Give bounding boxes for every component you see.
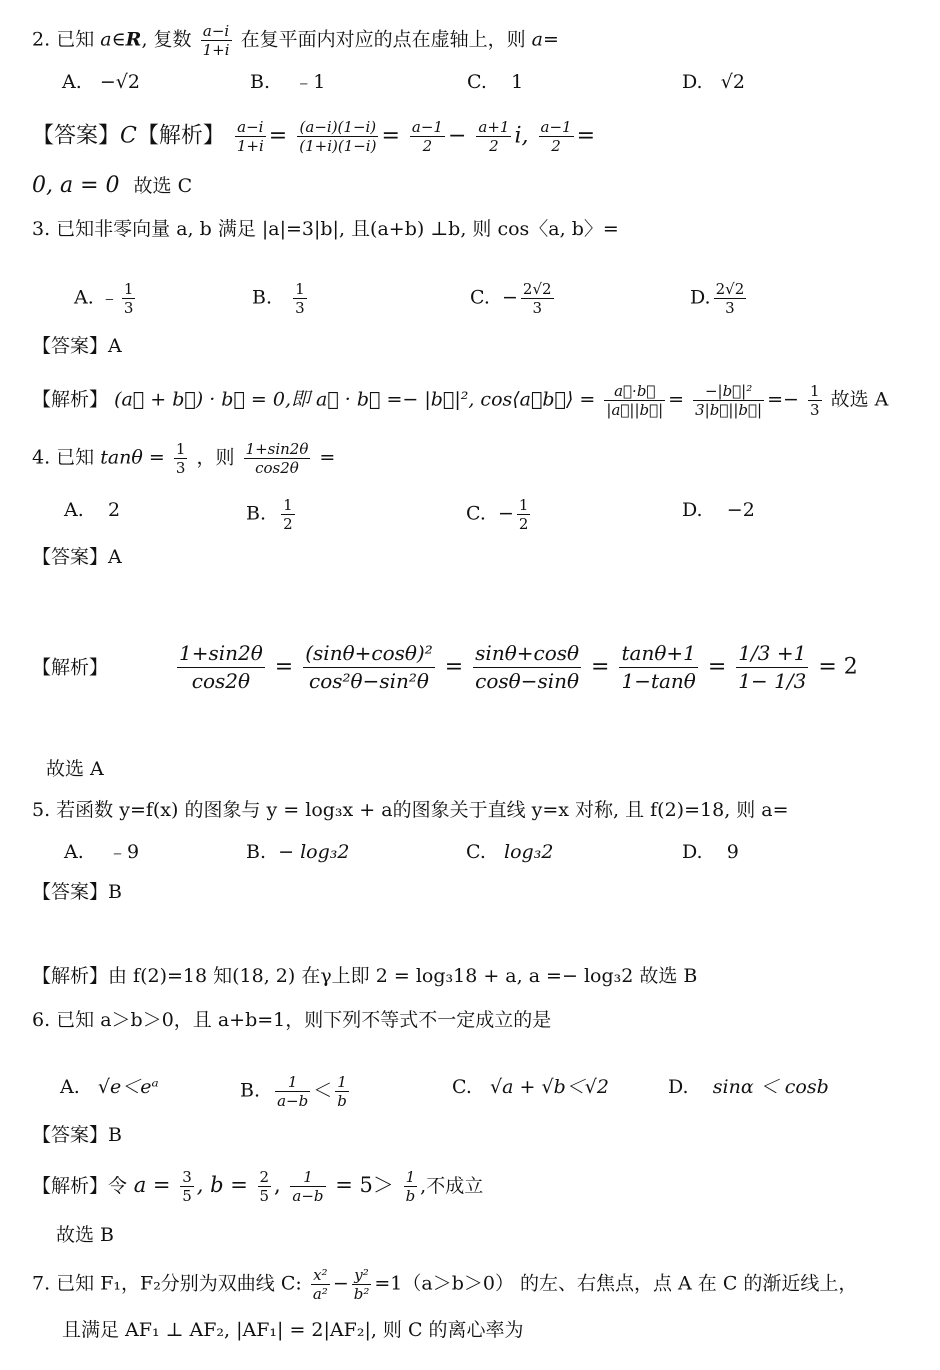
q3-opt-b-label: B.: [252, 286, 273, 309]
q7-f1-num: x²: [311, 1266, 330, 1285]
q4-stem-frac-den: 3: [175, 459, 186, 477]
q4-opt-b-frac: [281, 496, 295, 533]
q3-option-c: [470, 280, 557, 317]
q6-opt-b-lt: ＜: [313, 1079, 333, 1102]
q6-option-b: [240, 1073, 352, 1110]
q7-frac-1: [311, 1266, 330, 1303]
q6-an-f4-num: 1: [404, 1168, 418, 1187]
q2-eq-f3-den: 2: [422, 137, 433, 155]
q2-conclusion: 故选 C: [133, 175, 193, 197]
q7-stem-b: =1（a＞b＞0） 的左、右焦点，点 A 在 C 的渐近线上，: [374, 1272, 858, 1295]
q4-eq-frac-3: [473, 640, 581, 695]
q4-stem-frac-2: [244, 440, 311, 477]
q7-minus: −: [332, 1272, 349, 1295]
q4-e2-den: cos²θ−sin²θ: [309, 669, 429, 693]
q3-opt-a-frac: [122, 280, 136, 317]
q5-answer-line: 【答案】B: [32, 881, 122, 903]
q3-f3-num: 1: [809, 382, 820, 400]
q4-eq-result: = 2: [818, 654, 858, 680]
q3-f3-den: 3: [809, 401, 820, 419]
q4-e1-num: 1+sin2θ: [177, 640, 265, 668]
q4-option-c: [466, 496, 533, 533]
q4-e5-num: 1/3 +1: [736, 640, 808, 668]
q4-opt-a-text: 2: [107, 499, 121, 521]
q3-opt-a-num: 1: [123, 280, 134, 298]
q4-opt-c-den: 2: [518, 515, 529, 533]
q4-option-b: [246, 496, 298, 533]
q6-an-f4-den: b: [405, 1187, 416, 1205]
q4-e2-num: (sinθ+cosθ)²: [303, 640, 435, 668]
q2-opt-b-text: ﹣1: [294, 71, 326, 93]
q3-f2-den: 3|b⃗||b⃗|: [695, 401, 763, 419]
q6-an-f3-den: a−b: [292, 1187, 324, 1205]
q6-an-frac-2: [258, 1168, 272, 1205]
q4-analysis-tag: 【解析】: [32, 656, 109, 679]
q4-eq-frac-1: [177, 640, 265, 695]
q4-e3-den: cosθ−sinθ: [475, 669, 580, 693]
q4-opt-c-num: 1: [518, 496, 529, 514]
q2-opt-b-label: B.: [250, 71, 271, 93]
q2-eq-f2-den: (1+i)(1−i): [299, 137, 377, 155]
q3-analysis-text: (a⃗ + b⃗) · b⃗ = 0,即 a⃗ · b⃗ =− |b⃗|², cos⟨a⃗b⃗⟩ =: [114, 388, 596, 411]
q2-eq-frac-4: [476, 118, 511, 155]
q4-conclusion: 故选 A: [46, 758, 104, 780]
q6-answer-line: 【答案】B: [32, 1124, 122, 1146]
q4-stem-frac-num: 1: [175, 440, 186, 458]
q6-option-d: [668, 1073, 829, 1101]
q2-eq-tail: 0, a = 0: [32, 173, 120, 198]
q6-an-f1-num: 3: [182, 1168, 192, 1186]
q4-stem-f-den: cos2θ: [255, 459, 299, 477]
q5-opt-d-label: D.: [682, 841, 703, 863]
q2-opt-a-label: A.: [62, 71, 82, 93]
q6-an-b: , b =: [196, 1173, 248, 1197]
q4-option-d: [682, 496, 755, 524]
q2-stem-d: 在复平面内对应的点在虚轴上，则: [240, 28, 526, 51]
q2-answer-tag: 【答案】: [32, 123, 121, 149]
q4-e3-num: sinθ+cosθ: [473, 640, 581, 668]
q3-option-d: [690, 280, 749, 317]
q2-option-a: [62, 68, 140, 96]
q4-opt-d-text: −2: [726, 499, 755, 521]
q6-stem: 6. 已知 a＞b＞0，且 a+b=1，则下列不等式不一定成立的是: [32, 1009, 552, 1031]
q2-answer-line: 【答案】C【解析】 $\frac{a-i}{1+i}$ = $\frac{(a-i)(1-i)}{(1+i)(1-i)}$ = $\frac{a-1}{2}$ − $\frac{a+1}{2}$ i, $\frac{a-1}{2}$ =: [32, 118, 595, 155]
q3-frac-2: [693, 382, 764, 419]
q2-answer-tail: [32, 172, 192, 200]
q3-frac-1: [604, 382, 665, 419]
q7-stem-a: 7. 已知 F₁，F₂分别为双曲线 C:: [32, 1272, 302, 1295]
q5-option-b: [246, 838, 349, 866]
q6-an-f2-num: 2: [259, 1168, 270, 1186]
q6-an-frac-1: [180, 1168, 194, 1205]
q6-an-c: ,: [274, 1173, 281, 1197]
q5-opt-c-text: log₃2: [504, 841, 554, 863]
q3-opt-c-label: C.: [470, 286, 490, 309]
q6-opt-b-num2: 1: [335, 1073, 349, 1092]
q2-eq-frac-5: [539, 118, 574, 155]
q7-f2-num: y²: [352, 1266, 372, 1285]
q2-stem-b: a∈: [100, 28, 126, 51]
q4-stem-c: =: [319, 446, 336, 469]
q3-opt-d-den: 3: [725, 299, 735, 317]
q2-eq-frac-1: [235, 118, 266, 155]
q2-stem-a: 已知: [56, 28, 95, 51]
q2-eq-f5-den: 2: [551, 137, 561, 155]
q6-an-d: = 5＞: [335, 1173, 394, 1197]
q2-eq-f4-den: 2: [489, 137, 499, 155]
q3-f1-den: |a⃗||b⃗|: [606, 401, 664, 419]
q4-e4-den: 1−tanθ: [621, 669, 696, 693]
q2-stem-c: , 复数: [141, 28, 192, 51]
q6-opt-c-text: √a + √b＜√2: [490, 1076, 609, 1098]
q5-option-a: [64, 838, 139, 866]
q3-option-b: [252, 280, 310, 317]
q6-opt-b-den1: a−b: [277, 1092, 309, 1110]
q3-opt-a-label: A.: [74, 286, 94, 309]
q4-analysis: 【解析】 $\frac{1+\sin 2\theta}{\cos 2\theta}$ = $\frac{\text{(sinθ+cosθ)²}}{\text{cos²θ−sin²θ}}$ = $\frac{\sin\theta+\cos\theta}{\cos\theta-\sin\theta}$ = $\frac{\tan\theta+1}{1-\tan\theta}$ = $\frac{1/3 +1}{1- 1/3}$ = 2: [32, 641, 858, 693]
q2-option-b: [250, 68, 325, 96]
q2-opt-c-label: C.: [467, 71, 487, 93]
q7-stem: [32, 1266, 857, 1303]
q3-opt-c-den: 3: [532, 299, 543, 317]
q3-conclusion: 故选 A: [830, 388, 889, 411]
q4-stem-tan: tanθ =: [100, 446, 165, 469]
q3-opt-a-den: 3: [123, 299, 134, 317]
q6-opt-b-den2: b: [337, 1092, 347, 1110]
q2-eq-f4-num: a+1: [478, 118, 510, 136]
q6-opt-c-label: C.: [452, 1076, 472, 1098]
q2-eq-frac-3: [410, 118, 445, 155]
q3-opt-c-frac: [521, 280, 554, 317]
q6-opt-b-num1: 1: [275, 1073, 310, 1092]
q5-opt-a-text: ﹣9: [107, 841, 140, 863]
q3-opt-b-frac: [293, 280, 307, 317]
q2-frac-den: 1+i: [202, 41, 230, 59]
q6-opt-d-text: sinα ＜ cosb: [712, 1076, 829, 1098]
q3-opt-d-frac: [714, 280, 747, 317]
q6-opt-a-text: √e＜eᵃ: [97, 1076, 159, 1098]
q4-stem-a: 4. 已知: [32, 446, 95, 469]
q6-analysis-tag: 【解析】令: [32, 1175, 128, 1197]
q6-opt-b-frac-2: [335, 1073, 349, 1110]
q2-answer-value: C: [120, 123, 137, 149]
q5-option-c: [466, 838, 553, 866]
q7-f1-den: a²: [312, 1285, 328, 1303]
q4-e1-den: cos2θ: [191, 669, 251, 693]
q3-opt-d-num: 2√2: [715, 280, 745, 298]
q4-eq-frac-4: [619, 640, 697, 695]
q3-stem: 3. 已知非零向量 a, b 满足 |a|=3|b|, 且(a+b) ⊥b, 则 cos〈a, b〉=: [32, 218, 619, 240]
q2-frac-num: a−i: [201, 22, 232, 41]
q3-opt-c-sign: −: [502, 286, 518, 309]
q7-frac-2: [352, 1266, 372, 1303]
q2-opt-d-label: D.: [682, 71, 703, 93]
q6-option-c: [452, 1073, 609, 1101]
q3-opt-b-num: 1: [295, 280, 305, 298]
q4-eq-frac-2: [303, 640, 435, 695]
q6-an-f2-den: 5: [259, 1187, 270, 1205]
q5-opt-b-text: − log₃2: [278, 841, 350, 863]
q6-conclusion: 故选 B: [56, 1224, 115, 1246]
q2-analysis-tag: 【解析】: [136, 123, 225, 149]
q4-opt-b-den: 2: [283, 515, 293, 533]
q2-stem-e: a=: [531, 28, 559, 51]
q3-opt-a-sign: ﹣: [99, 286, 119, 309]
q3-answer-line: 【答案】A: [32, 335, 122, 357]
q4-opt-a-label: A.: [64, 499, 84, 521]
q4-opt-b-num: 1: [283, 496, 293, 514]
q4-option-a: [64, 496, 120, 524]
q6-an-f3-num: 1: [290, 1168, 325, 1187]
q2-eq-f1-num: a−i: [235, 118, 266, 137]
q2-eq-f3-num: a−1: [411, 118, 443, 136]
q2-opt-a-text: −√2: [99, 71, 141, 93]
q4-stem: [32, 440, 335, 477]
q6-opt-d-label: D.: [668, 1076, 689, 1098]
q5-opt-d-text: 9: [726, 841, 739, 863]
q3-f2-num: −|b⃗|²: [693, 382, 764, 401]
q4-opt-b-label: B.: [246, 502, 267, 525]
q2-eq-f5-num: a−1: [540, 118, 572, 136]
q5-opt-a-label: A.: [64, 841, 84, 863]
q2-number: 2.: [32, 28, 51, 51]
q4-eq-frac-5: [736, 640, 808, 695]
q2-eq-f2-num: (a−i)(1−i): [297, 118, 378, 137]
q2-stem: [32, 22, 559, 59]
q2-opt-c-text: 1: [511, 71, 524, 93]
q2-option-d: [682, 68, 745, 96]
q7-stem-line2: 且满足 AF₁ ⊥ AF₂, |AF₁| = 2|AF₂|, 则 C 的离心率为: [62, 1319, 524, 1341]
q3-frac-3: [808, 382, 822, 419]
q6-an-e: ,不成立: [420, 1175, 484, 1197]
q6-opt-b-frac-1: [275, 1073, 310, 1110]
q3-analysis-tag: 【解析】: [32, 388, 109, 411]
q2-stem-fraction: [201, 22, 232, 59]
q3-option-a: [74, 280, 138, 317]
q3-analysis: 【解析】 (a⃗ + b⃗) · b⃗ = 0,即 a⃗ · b⃗ =− |b⃗|², cos⟨a⃗b⃗⟩ = $\frac{a⃗\cdot b⃗}{|a⃗||b⃗|}$ = $\frac{\text{−|b⃗|²}}{3|b⃗||b⃗|}$ =− $\frac{1}{3}$ 故选 A: [32, 382, 889, 419]
q5-opt-b-label: B.: [246, 841, 267, 863]
q2-option-c: [467, 68, 523, 96]
q7-f2-den: b²: [353, 1285, 370, 1303]
q4-stem-b: ，则: [196, 446, 235, 469]
q2-eq-f1-den: 1+i: [236, 137, 264, 155]
q6-an-a: a =: [133, 1173, 171, 1197]
q3-opt-d-label: D.: [690, 286, 711, 309]
q4-e5-den: 1− 1/3: [738, 669, 807, 693]
q4-answer-line: 【答案】A: [32, 546, 122, 568]
q2-opt-d-text: √2: [720, 71, 745, 93]
q4-e4-num: tanθ+1: [619, 640, 697, 668]
q6-opt-a-label: A.: [60, 1076, 80, 1098]
q6-opt-b-label: B.: [240, 1079, 261, 1102]
q6-an-f1-den: 5: [182, 1187, 192, 1205]
q5-stem: 5. 若函数 y=f(x) 的图象与 y = log₃x + a的图象关于直线 y=x 对称, 且 f(2)=18, 则 a=: [32, 799, 789, 821]
q5-option-d: [682, 838, 739, 866]
q3-f1-num: a⃗·b⃗: [604, 382, 665, 401]
q6-analysis: [32, 1168, 483, 1205]
q6-option-a: [60, 1073, 159, 1101]
q4-stem-f-num: 1+sin2θ: [245, 440, 309, 458]
q2-eq-frac-2: [297, 118, 378, 155]
q4-stem-frac: [174, 440, 188, 477]
q5-opt-c-label: C.: [466, 841, 486, 863]
q6-an-frac-4: [404, 1168, 418, 1205]
q6-an-frac-3: [290, 1168, 325, 1205]
q4-opt-c-label: C.: [466, 502, 486, 525]
q3-opt-b-den: 3: [295, 299, 305, 317]
q4-opt-d-label: D.: [682, 499, 703, 521]
q4-opt-c-sign: −: [498, 502, 514, 525]
q2-stem-R: R: [125, 28, 142, 51]
q3-opt-c-num: 2√2: [522, 280, 552, 298]
q5-analysis: 【解析】由 f(2)=18 知(18, 2) 在γ上即 2 = log₃18 + a, a =− log₃2 故选 B: [32, 965, 698, 987]
q4-opt-c-frac: [517, 496, 531, 533]
